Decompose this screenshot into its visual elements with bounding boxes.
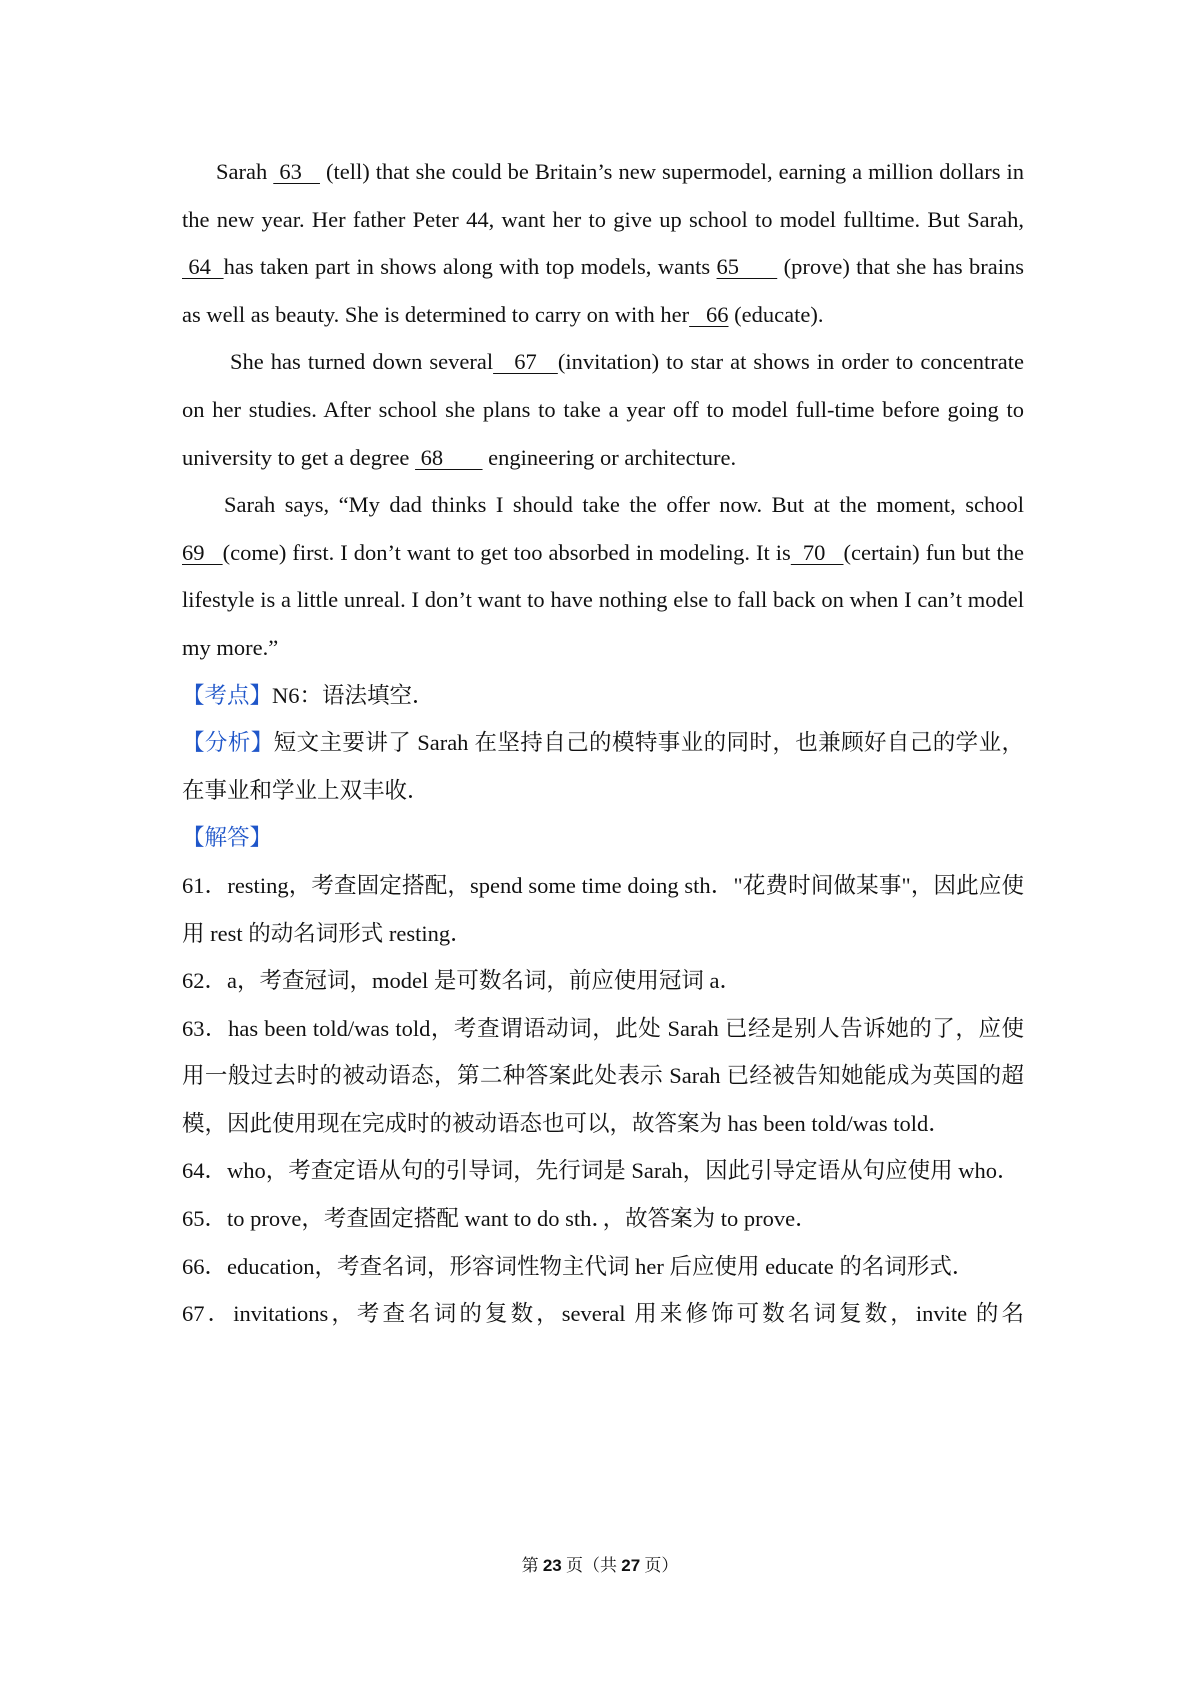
passage-paragraph-2 [182,338,1024,481]
blank-63: 63 [273,159,320,184]
answer-67: 67．invitations，考查名词的复数，several 用来修饰可数名词复数，invite 的名 [182,1301,1024,1327]
blank-69: 69 [182,539,223,565]
kaodian-tag: 【考点】 [182,682,273,708]
kaodian-line [182,672,1024,720]
passage-text: (educate). [728,301,824,327]
page-footer [0,1554,1200,1578]
blank-67: 67 [493,349,558,375]
passage-text: (tell) that she could be Britain’s new supermodel, earning a million dollars in the new year. Her father Peter 44, want her to give up school to model fulltime. But Sarah, [182,159,1025,232]
passage-text: Sarah says, “My dad thinks I should take the offer now. But at the moment, school [224,492,1024,518]
page-number: 23 [542,1556,562,1575]
passage-text: (prove) that she has brains as well as beauty. She is determined to carry on with her [182,254,1024,327]
page-total: 27 [621,1556,641,1575]
passage-paragraph-1 [182,148,1024,338]
blank-70: 70 [790,539,844,565]
passage-text: has taken part in shows along with top models, wants [223,254,717,280]
answer-62: 62．a，考查冠词，model 是可数名词，前应使用冠词 a． [182,968,742,994]
answer-65: 65．to prove，考查固定搭配 want to do sth．，故答案为 to prove． [182,1206,818,1232]
footer-text: 第 [521,1556,543,1575]
passage-text: (certain) fun but the lifestyle is a little unreal. I don’t want to have nothing else to fall back on when I can’t model my more.” [182,539,1025,660]
answer-64: 64．who，考查定语从句的引导词，先行词是 Sarah，因此引导定语从句应使用 who． [182,1158,1020,1184]
fenxi-text: 短文主要讲了 Sarah 在坚持自己的模特事业的同时，也兼顾好自己的学业，在事业和学业上双丰收． [182,730,1024,803]
passage-paragraph-3 [182,481,1024,671]
footer-text: 页） [640,1556,679,1575]
jieda-line [182,814,1024,862]
passage-text: (invitation) to star at shows in order to concentrate on her studies. After school she plans to take a year off to model full-time before going to university to get a degree [182,349,1025,470]
blank-68: 68 [415,444,483,470]
jieda-tag: 【解答】 [182,825,273,851]
blank-66: 66 [689,301,729,327]
blank-65: 65 [716,254,778,280]
answer-66: 66．education，考查名词，形容词性物主代词 her 后应使用 educate 的名词形式． [182,1253,975,1279]
blank-64: 64 [182,254,224,280]
answer-61: 61．resting，考查固定搭配，spend some time doing sth．"花费时间做某事"，因此应使用 rest 的动名词形式 resting． [182,872,1024,946]
kaodian-text: N6：语法填空． [272,682,435,708]
fenxi-tag: 【分析】 [182,730,274,756]
footer-text: 页（共 [561,1556,622,1575]
fenxi-line [182,719,1024,814]
passage-text: Sarah [216,159,274,184]
passage-text: (come) first. I don’t want to get too absorbed in modeling. It is [222,539,791,565]
answer-63: 63．has been told/was told，考查谓语动词，此处 Sarah 已经是别人告诉她的了，应使用一般过去时的被动语态，第二种答案此处表示 Sarah 已经被告知她能成为英国的超模，因此使用现在完成时的被动语态也可以，故答案为 has been told/was told． [182,1015,1024,1136]
passage-text: She has turned down several [230,349,494,375]
page-content [182,148,1024,1338]
passage-text: engineering or architecture. [482,444,737,470]
